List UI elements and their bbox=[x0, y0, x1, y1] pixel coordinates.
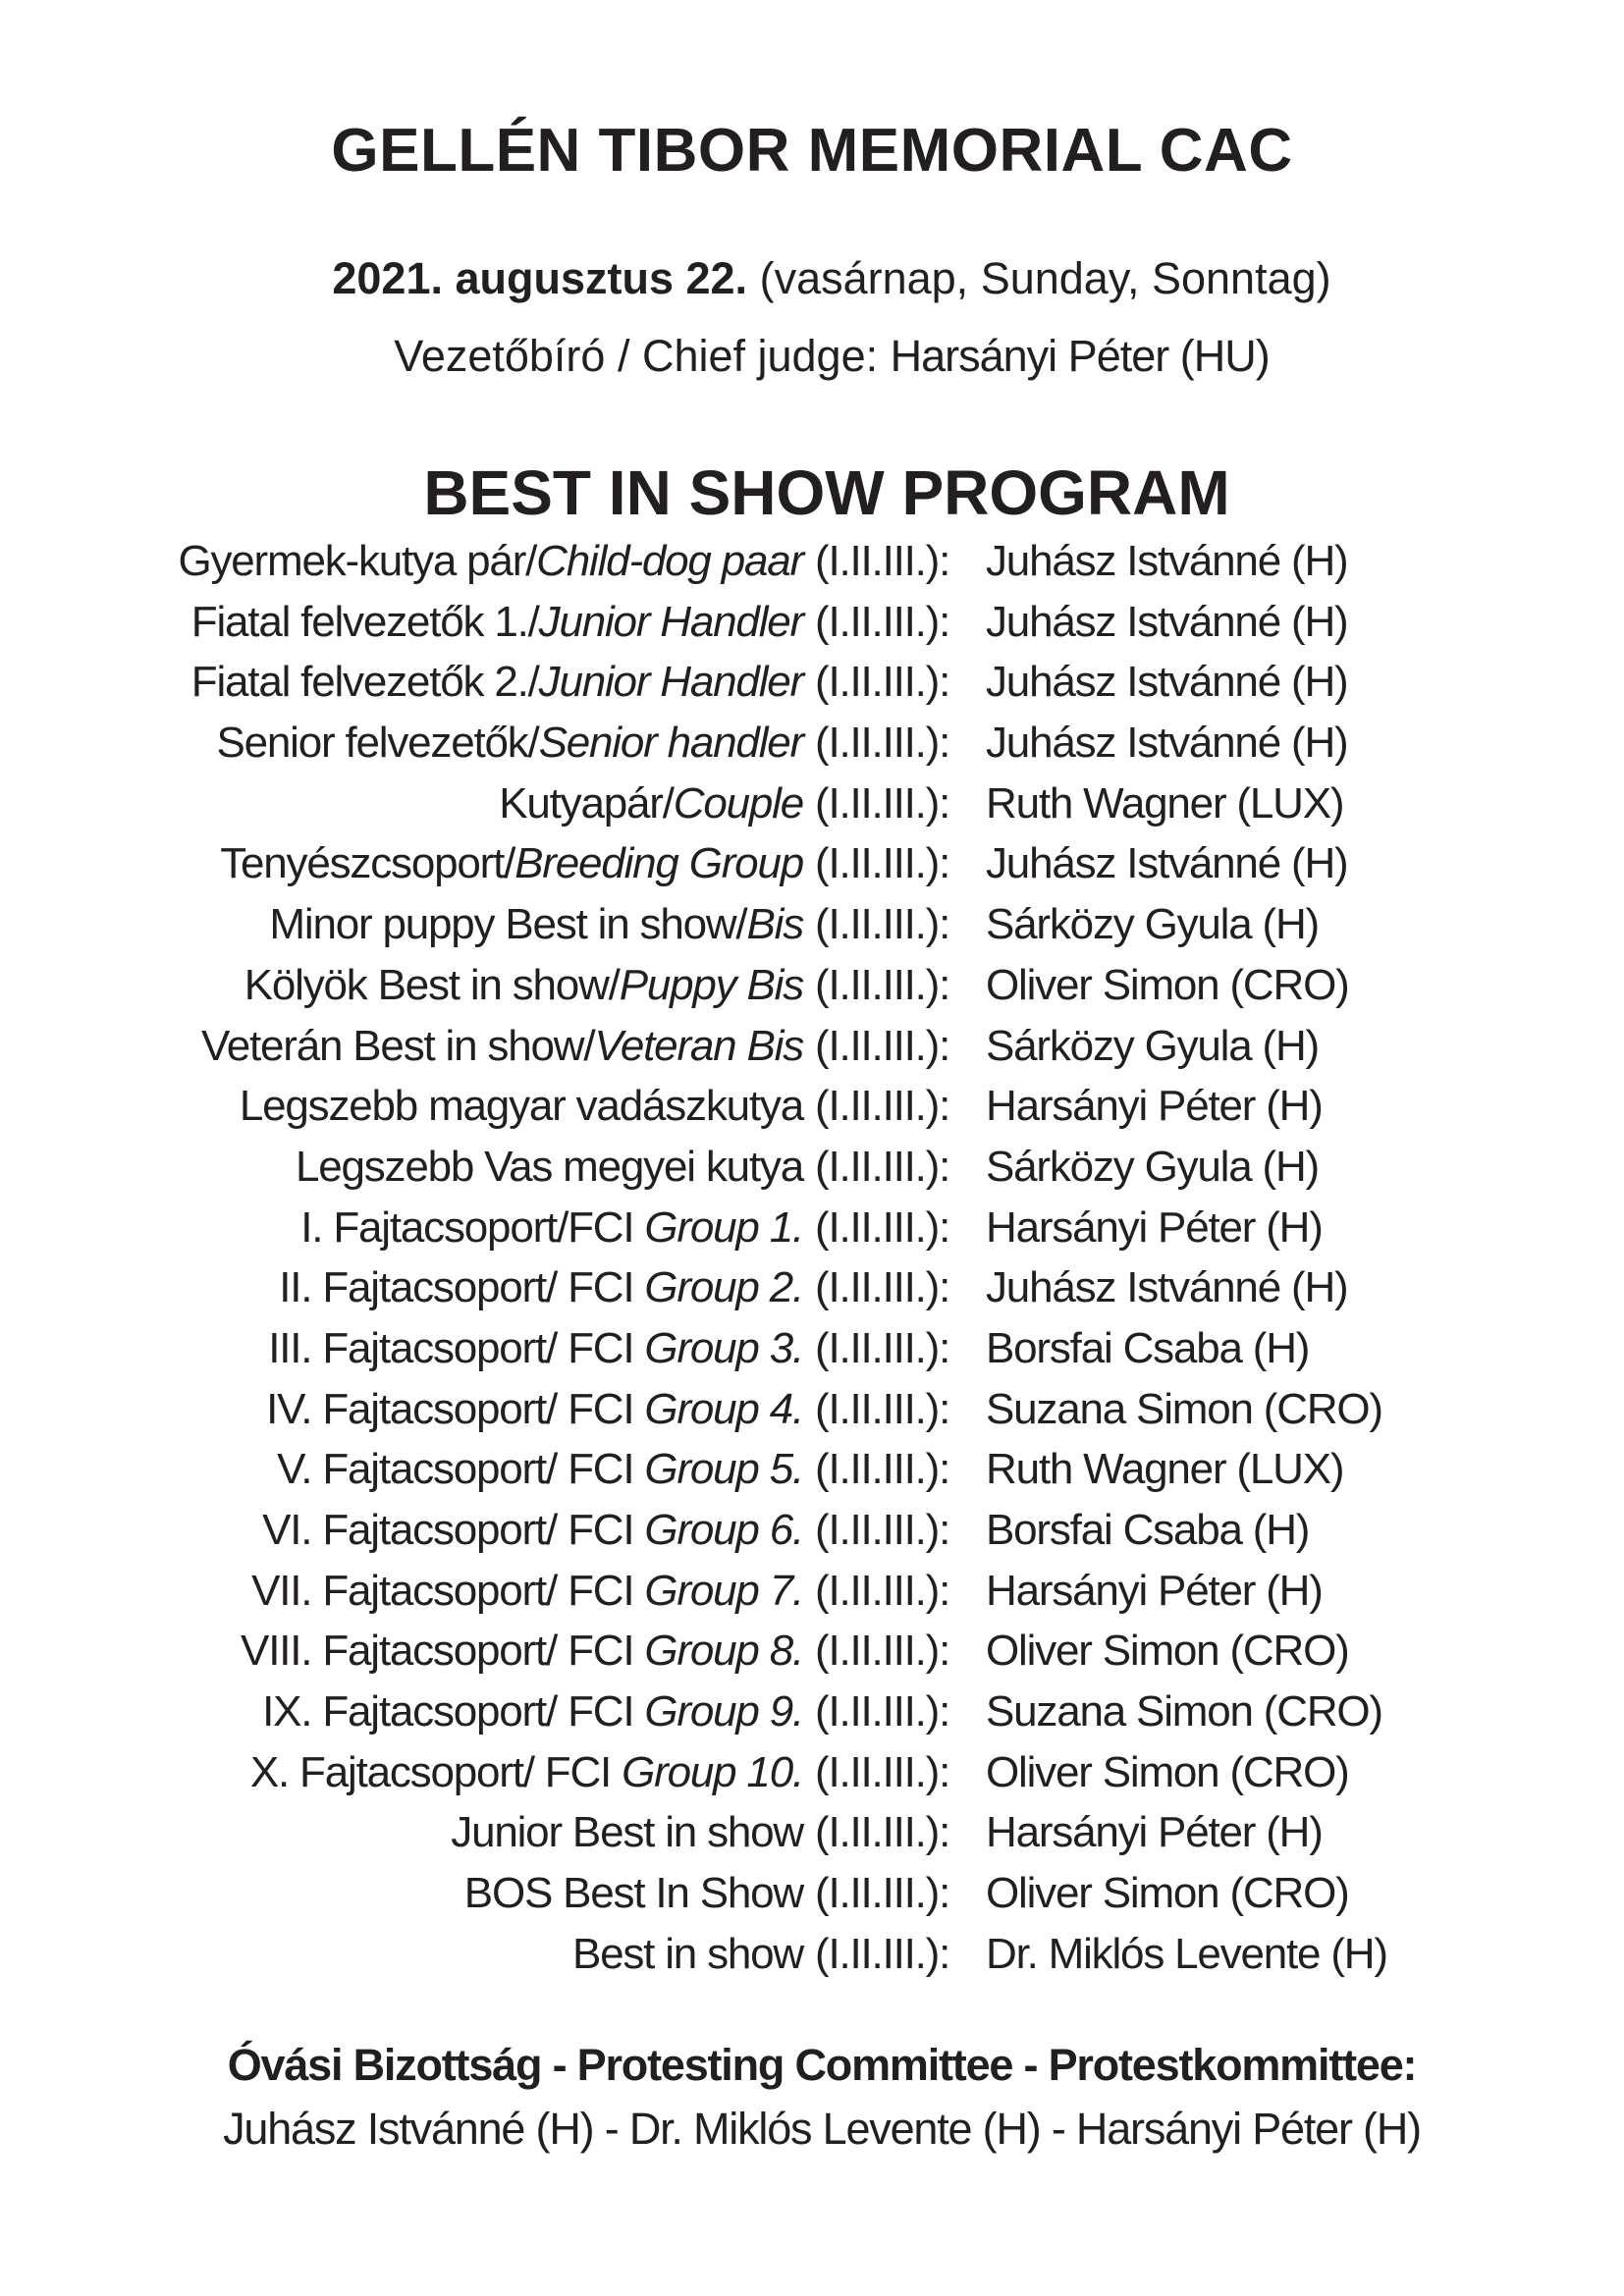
document-title: GELLÉN TIBOR MEMORIAL CAC bbox=[331, 117, 1293, 185]
judge-name: Oliver Simon (CRO) bbox=[986, 1747, 1349, 1796]
program-row bbox=[0, 1318, 1624, 1379]
category-label: III. Fajtacsoport/ FCI bbox=[268, 1323, 645, 1372]
category-name bbox=[262, 1682, 803, 1742]
placings: (I.II.III.): bbox=[815, 1869, 950, 1918]
category-name bbox=[296, 1137, 803, 1198]
category-name bbox=[251, 1561, 803, 1622]
placings: (I.II.III.): bbox=[815, 1323, 950, 1372]
placings: (I.II.III.): bbox=[815, 1627, 950, 1676]
placings: (I.II.III.): bbox=[815, 537, 950, 585]
category-label: Kölyök Best in show/ bbox=[244, 960, 620, 1009]
program-row bbox=[0, 1682, 1624, 1742]
judge-name: Sárközy Gyula (H) bbox=[986, 1021, 1320, 1070]
category-label-english: Group 6. bbox=[644, 1506, 803, 1554]
program-row bbox=[0, 531, 1624, 592]
placings: (I.II.III.): bbox=[815, 839, 950, 888]
program-row bbox=[0, 592, 1624, 653]
category-label-english: Group 5. bbox=[644, 1445, 803, 1494]
category-name bbox=[266, 1379, 803, 1440]
category-name bbox=[250, 1742, 803, 1803]
category-name bbox=[241, 1621, 803, 1682]
category-name bbox=[464, 1863, 803, 1924]
placings: (I.II.III.): bbox=[815, 658, 950, 707]
category-label-english: Group 3. bbox=[644, 1323, 803, 1372]
program-row bbox=[0, 1016, 1624, 1077]
program-row bbox=[0, 1561, 1624, 1622]
placings: (I.II.III.): bbox=[815, 1202, 950, 1252]
placings: (I.II.III.): bbox=[815, 1808, 950, 1857]
placings: (I.II.III.): bbox=[815, 1929, 950, 1978]
category-name bbox=[269, 894, 803, 955]
judge-name: Juhász Istvánné (H) bbox=[986, 537, 1348, 585]
category-name bbox=[216, 713, 803, 774]
judge-name: Oliver Simon (CRO) bbox=[986, 1627, 1349, 1676]
category-name bbox=[262, 1500, 803, 1561]
placings: (I.II.III.): bbox=[815, 1082, 950, 1131]
category-label-english: Group 10. bbox=[622, 1747, 803, 1796]
program-row bbox=[0, 713, 1624, 774]
category-label: Veterán Best in show/ bbox=[200, 1021, 595, 1070]
judge-name: Suzana Simon (CRO) bbox=[986, 1384, 1382, 1433]
category-label: X. Fajtacsoport/ FCI bbox=[249, 1747, 623, 1796]
placings: (I.II.III.): bbox=[815, 719, 950, 768]
category-label: V. Fajtacsoport/ FCI bbox=[277, 1445, 645, 1494]
judge-name: Sárközy Gyula (H) bbox=[986, 900, 1320, 949]
placings: (I.II.III.): bbox=[815, 1687, 950, 1736]
placings: (I.II.III.): bbox=[815, 1445, 950, 1494]
chief-judge-name: Harsányi Péter (HU) bbox=[890, 331, 1270, 381]
category-label: Gyermek-kutya pár/ bbox=[178, 537, 537, 585]
program-row bbox=[0, 894, 1624, 955]
category-name bbox=[178, 531, 803, 592]
program-row bbox=[0, 1621, 1624, 1682]
category-label-english: Veteran Bis bbox=[594, 1021, 803, 1070]
category-name bbox=[191, 652, 803, 713]
event-date: 2021. augusztus 22. bbox=[332, 253, 748, 303]
judge-name: Juhász Istvánné (H) bbox=[986, 719, 1348, 768]
program-row bbox=[0, 1439, 1624, 1500]
category-name bbox=[191, 592, 803, 653]
category-label-english: Puppy Bis bbox=[619, 960, 803, 1009]
program-row bbox=[0, 833, 1624, 894]
placings: (I.II.III.): bbox=[815, 597, 950, 646]
category-label-english: Junior Handler bbox=[538, 597, 803, 646]
category-label-english: Group 8. bbox=[644, 1627, 803, 1676]
placings: (I.II.III.): bbox=[815, 900, 950, 949]
category-label: Kutyapár/ bbox=[499, 778, 674, 828]
judge-name: Borsfai Csaba (H) bbox=[986, 1323, 1310, 1372]
category-label: Best in show bbox=[571, 1929, 803, 1978]
program-row bbox=[0, 1802, 1624, 1863]
category-name bbox=[244, 955, 803, 1016]
placings: (I.II.III.): bbox=[815, 1506, 950, 1554]
category-label: Senior felvezetők/ bbox=[216, 719, 539, 768]
category-label: Legszebb magyar vadászkutya bbox=[239, 1082, 803, 1131]
program-row bbox=[0, 1257, 1624, 1318]
event-date-line bbox=[0, 253, 1624, 304]
judge-name: Harsányi Péter (H) bbox=[986, 1202, 1323, 1252]
program-row bbox=[0, 652, 1624, 713]
category-label-english: Senior handler bbox=[538, 719, 803, 768]
judge-name: Juhász Istvánné (H) bbox=[986, 597, 1348, 646]
placings: (I.II.III.): bbox=[815, 960, 950, 1009]
category-label: I. Fajtacsoport/FCI bbox=[300, 1202, 645, 1252]
program-row bbox=[0, 1742, 1624, 1803]
category-label-english: Junior Handler bbox=[538, 658, 803, 707]
program-row bbox=[0, 1198, 1624, 1258]
judge-name: Borsfai Csaba (H) bbox=[986, 1506, 1310, 1554]
program-list bbox=[0, 531, 1624, 1985]
program-title: BEST IN SHOW PROGRAM bbox=[423, 457, 1230, 528]
category-label-english: Group 7. bbox=[644, 1566, 803, 1615]
judge-name: Juhász Istvánné (H) bbox=[986, 1263, 1348, 1312]
category-label: Fiatal felvezetők 2./ bbox=[190, 658, 539, 707]
category-label: Tenyészcsoport/ bbox=[220, 839, 515, 888]
category-name bbox=[300, 1198, 803, 1258]
judge-name: Sárközy Gyula (H) bbox=[986, 1142, 1320, 1191]
program-row bbox=[0, 774, 1624, 834]
category-label: VI. Fajtacsoport/ FCI bbox=[262, 1506, 645, 1554]
judge-name: Juhász Istvánné (H) bbox=[986, 839, 1348, 888]
judge-name: Ruth Wagner (LUX) bbox=[986, 778, 1344, 828]
category-label: Legszebb Vas megyei kutya bbox=[295, 1142, 803, 1191]
judge-name: Harsányi Péter (H) bbox=[986, 1808, 1323, 1857]
placings: (I.II.III.): bbox=[815, 1566, 950, 1615]
committee-members: Juhász Istvánné (H) - Dr. Miklós Levente (H) - Harsányi Péter (H) bbox=[223, 2104, 1421, 2154]
category-name bbox=[268, 1318, 803, 1379]
chief-judge-line bbox=[0, 331, 1624, 382]
category-label-english: Group 9. bbox=[644, 1687, 803, 1736]
category-label: Junior Best in show bbox=[451, 1808, 803, 1857]
judge-name: Harsányi Péter (H) bbox=[986, 1566, 1323, 1615]
category-name bbox=[572, 1924, 803, 1985]
judge-name: Harsányi Péter (H) bbox=[986, 1082, 1323, 1131]
category-label: IX. Fajtacsoport/ FCI bbox=[262, 1687, 645, 1736]
category-name bbox=[220, 833, 803, 894]
category-name bbox=[279, 1257, 803, 1318]
category-label: II. Fajtacsoport/ FCI bbox=[279, 1263, 645, 1312]
category-label: Fiatal felvezetők 1./ bbox=[190, 597, 539, 646]
category-name bbox=[499, 774, 803, 834]
placings: (I.II.III.): bbox=[815, 1021, 950, 1070]
category-label-english: Group 4. bbox=[644, 1384, 803, 1433]
event-day-names: (vasárnap, Sunday, Sonntag) bbox=[747, 253, 1331, 303]
judge-name: Oliver Simon (CRO) bbox=[986, 1869, 1349, 1918]
judge-name: Oliver Simon (CRO) bbox=[986, 960, 1349, 1009]
program-row bbox=[0, 1379, 1624, 1440]
category-label: VIII. Fajtacsoport/ FCI bbox=[241, 1627, 645, 1676]
category-name bbox=[201, 1016, 803, 1077]
program-row bbox=[0, 1863, 1624, 1924]
category-label: IV. Fajtacsoport/ FCI bbox=[266, 1384, 645, 1433]
category-name bbox=[240, 1076, 803, 1137]
category-label-english: Group 1. bbox=[644, 1202, 803, 1252]
committee-title: Óvási Bizottság - Protesting Committee - Protestkommittee: bbox=[227, 2040, 1417, 2090]
category-label-english: Couple bbox=[673, 778, 803, 828]
category-name bbox=[451, 1802, 803, 1863]
judge-name: Ruth Wagner (LUX) bbox=[986, 1445, 1344, 1494]
program-row bbox=[0, 1924, 1624, 1985]
category-label: VII. Fajtacsoport/ FCI bbox=[251, 1566, 645, 1615]
judge-name: Suzana Simon (CRO) bbox=[986, 1687, 1382, 1736]
program-row bbox=[0, 1137, 1624, 1198]
program-row bbox=[0, 1076, 1624, 1137]
judge-name: Juhász Istvánné (H) bbox=[986, 658, 1348, 707]
placings: (I.II.III.): bbox=[815, 778, 950, 828]
placings: (I.II.III.): bbox=[815, 1263, 950, 1312]
category-label-english: Group 2. bbox=[644, 1263, 803, 1312]
category-label-english: Breeding Group bbox=[514, 839, 803, 888]
program-row bbox=[0, 955, 1624, 1016]
placings: (I.II.III.): bbox=[815, 1747, 950, 1796]
placings: (I.II.III.): bbox=[815, 1384, 950, 1433]
category-name bbox=[277, 1439, 803, 1500]
category-label: BOS Best In Show bbox=[463, 1869, 803, 1918]
program-row bbox=[0, 1500, 1624, 1561]
judge-name: Dr. Miklós Levente (H) bbox=[986, 1929, 1387, 1978]
placings: (I.II.III.): bbox=[815, 1142, 950, 1191]
category-label-english: Child-dog paar bbox=[536, 537, 803, 585]
chief-judge-label: Vezetőbíró / Chief judge: bbox=[394, 331, 891, 381]
category-label-english: Bis bbox=[746, 900, 803, 949]
category-label: Minor puppy Best in show/ bbox=[269, 900, 747, 949]
